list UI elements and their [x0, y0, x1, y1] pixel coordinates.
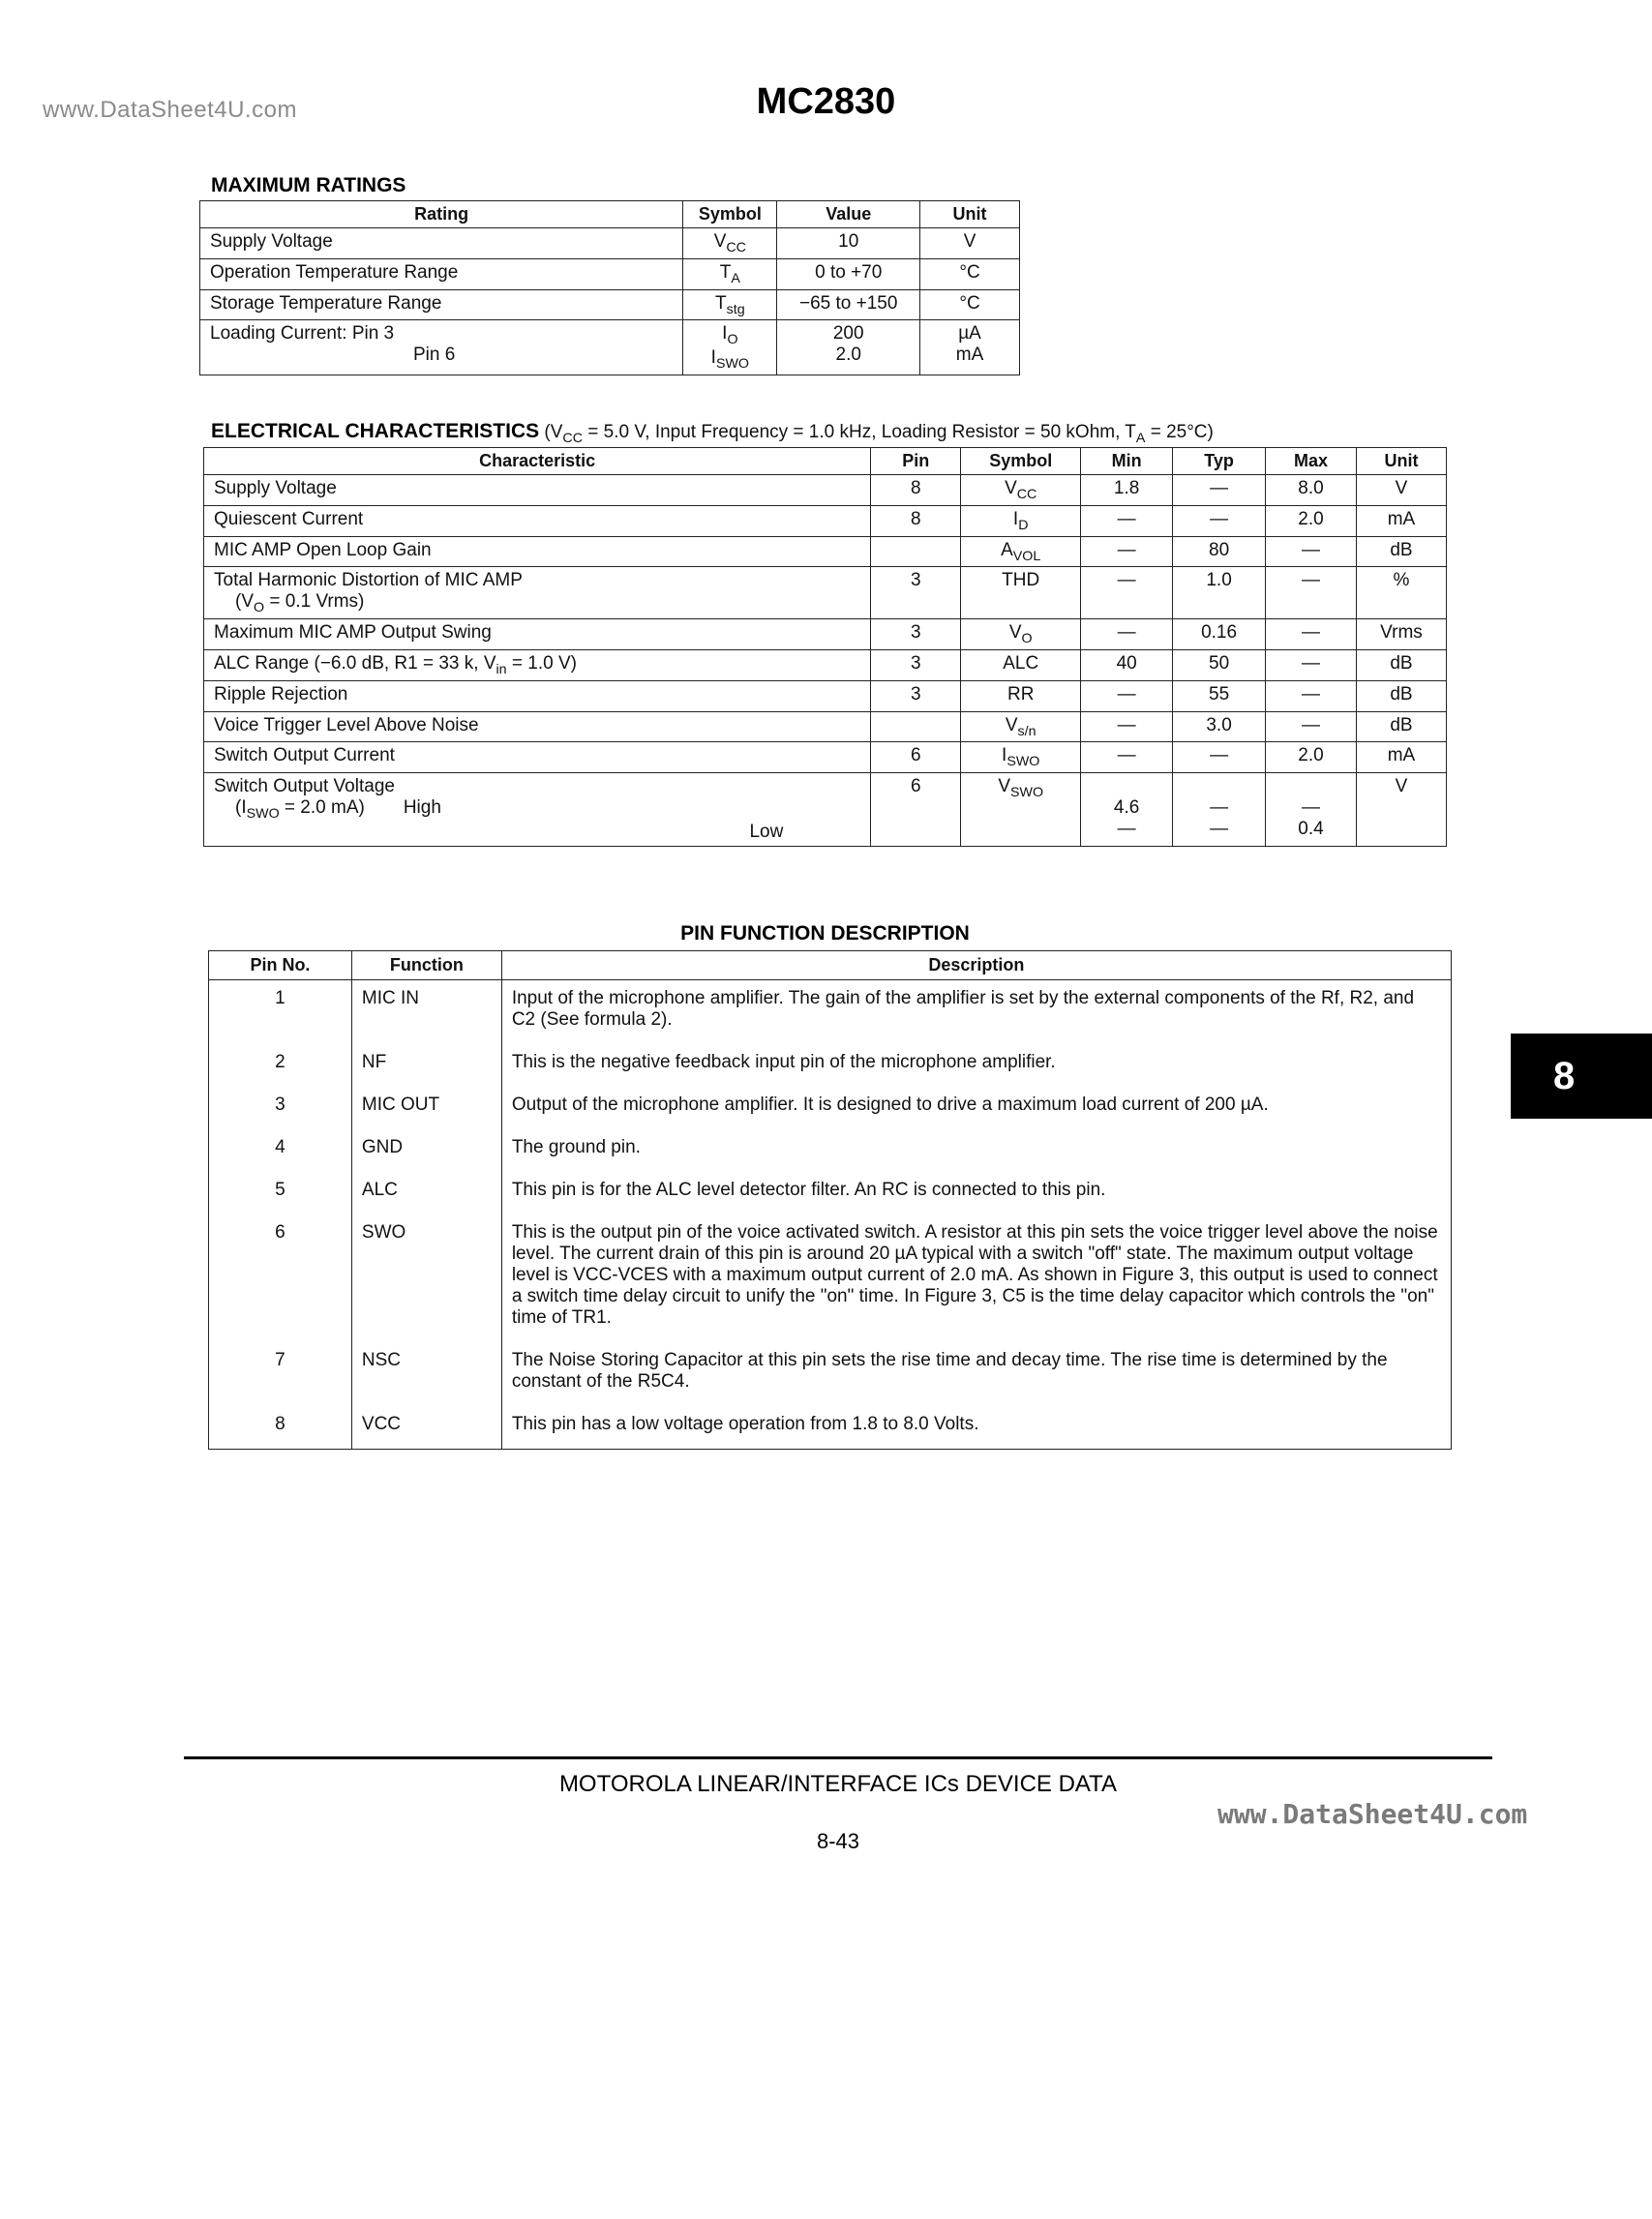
unit-cell: V — [1356, 773, 1446, 847]
table-row — [209, 1214, 1452, 1342]
unit-cell: V — [920, 228, 1020, 259]
max-cell: — — [1266, 536, 1357, 567]
table-row — [204, 773, 1447, 847]
min-cell: — — [1081, 742, 1173, 773]
min-cell: — — [1081, 680, 1173, 711]
column-header: Typ — [1173, 448, 1266, 475]
unit-cell: °C — [920, 289, 1020, 320]
value-cell: 200 2.0 — [777, 320, 920, 375]
function-cell: SWO — [351, 1214, 501, 1342]
table-header-row — [204, 448, 1447, 475]
unit-cell: dB — [1356, 680, 1446, 711]
pin-number-cell: 8 — [209, 1406, 352, 1450]
description-cell: This is the negative feedback input pin of the microphone amplifier. — [501, 1044, 1451, 1087]
symbol-cell: $V_{SWO}$ — [961, 773, 1081, 847]
unit-cell: °C — [920, 258, 1020, 289]
min-cell: — — [1081, 711, 1173, 742]
unit-cell: V — [1356, 475, 1446, 506]
pin-func-title: PIN FUNCTION DESCRIPTION — [680, 922, 970, 945]
min-cell: — — [1081, 536, 1173, 567]
unit-cell: % — [1356, 567, 1446, 619]
table-row — [200, 258, 1020, 289]
rating-cell: Storage Temperature Range — [200, 289, 683, 320]
pin-cell: 8 — [871, 505, 961, 536]
column-header: Symbol — [683, 201, 777, 228]
min-cell: 40 — [1081, 649, 1173, 680]
symbol-cell: $T_A$ — [683, 258, 777, 289]
max-cell: 8.0 — [1266, 475, 1357, 506]
page-title: MC2830 — [756, 81, 896, 122]
unit-cell: mA — [1356, 505, 1446, 536]
table-row — [204, 536, 1447, 567]
table-row — [209, 1044, 1452, 1087]
min-cell: — — [1081, 567, 1173, 619]
table-row — [209, 1342, 1452, 1406]
max-cell: — — [1266, 649, 1357, 680]
page-number: 8-43 — [816, 1829, 860, 1853]
pin-number-cell: 4 — [209, 1129, 352, 1172]
characteristic-cell: Supply Voltage — [204, 475, 871, 506]
pin-cell — [871, 536, 961, 567]
rating-cell: Supply Voltage — [200, 228, 683, 259]
pin-func-table — [208, 950, 1452, 1450]
unit-cell: µA mA — [920, 320, 1020, 375]
column-header: Unit — [1356, 448, 1446, 475]
elec-table — [203, 447, 1447, 847]
pin-cell: 6 — [871, 742, 961, 773]
pin-cell: 3 — [871, 649, 961, 680]
symbol-cell: $I_D$ — [961, 505, 1081, 536]
elec-title: ELECTRICAL CHARACTERISTICS ($V_{CC} = 5.0$ V, Input Frequency = 1.0 kHz, Loading Resistor = 50 kOhm, $T_A = 25^\circ C$) — [211, 420, 1214, 446]
unit-cell: mA — [1356, 742, 1446, 773]
description-cell: This is the output pin of the voice activated switch. A resistor at this pin sets the voice trigger level above the noise level. The current drain of this pin is around 20 µA typical with a switch "off" state. The maximum output voltage level is VCC-VCES with a maximum output current of 2.0 mA. As shown in Figure 3, this output is used to connect a switch time delay circuit to unify the "on" time. In Figure 3, C5 is the time delay capacitor which controls the "on" time of TR1. — [501, 1214, 1451, 1342]
table-row — [204, 475, 1447, 506]
characteristic-cell: Maximum MIC AMP Output Swing — [204, 619, 871, 650]
typ-cell: 1.0 — [1173, 567, 1266, 619]
pin-cell: 3 — [871, 567, 961, 619]
pin-number-cell: 7 — [209, 1342, 352, 1406]
pin-cell: 3 — [871, 680, 961, 711]
table-header-row — [200, 201, 1020, 228]
column-header: Function — [351, 951, 501, 980]
min-cell: 1.8 — [1081, 475, 1173, 506]
pin-cell: 8 — [871, 475, 961, 506]
max-cell: — — [1266, 680, 1357, 711]
unit-cell: dB — [1356, 649, 1446, 680]
symbol-cell: $I_{SWO}$ — [961, 742, 1081, 773]
typ-cell: 0.16 — [1173, 619, 1266, 650]
footer-text: MOTOROLA LINEAR/INTERFACE ICs DEVICE DATA — [558, 1771, 1118, 1797]
characteristic-cell: Switch Output Current — [204, 742, 871, 773]
characteristic-cell: ALC Range (−6.0 dB, R1 = 33 k, $V_{in} = 1.0$ V) — [204, 649, 871, 680]
function-cell: NSC — [351, 1342, 501, 1406]
section-tab: 8 — [1511, 1034, 1652, 1119]
max-cell: 2.0 — [1266, 742, 1357, 773]
column-header: Pin — [871, 448, 961, 475]
description-cell: This pin has a low voltage operation from 1.8 to 8.0 Volts. — [501, 1406, 1451, 1450]
value-cell: 0 to +70 — [777, 258, 920, 289]
unit-cell: dB — [1356, 711, 1446, 742]
column-header: Description — [501, 951, 1451, 980]
description-cell: The Noise Storing Capacitor at this pin sets the rise time and decay time. The rise time is determined by the constant of the R5C4. — [501, 1342, 1451, 1406]
typ-cell: — — [1173, 505, 1266, 536]
description-cell: Input of the microphone amplifier. The gain of the amplifier is set by the external components of the Rf, R2, and C2 (See formula 2). — [501, 980, 1451, 1045]
symbol-cell: $V_{CC}$ — [683, 228, 777, 259]
characteristic-cell: Voice Trigger Level Above Noise — [204, 711, 871, 742]
footer-rule — [184, 1756, 1492, 1759]
pin-number-cell: 5 — [209, 1172, 352, 1214]
function-cell: GND — [351, 1129, 501, 1172]
pin-cell: 3 — [871, 619, 961, 650]
pin-number-cell: 3 — [209, 1087, 352, 1129]
table-row — [204, 680, 1447, 711]
characteristic-cell: Switch Output Voltage ($I_{SWO} = 2.0$ mA) High Low — [204, 773, 871, 847]
column-header: Value — [777, 201, 920, 228]
typ-cell: — — [1173, 475, 1266, 506]
table-row — [209, 1406, 1452, 1450]
table-row — [204, 649, 1447, 680]
column-header: Max — [1266, 448, 1357, 475]
function-cell: ALC — [351, 1172, 501, 1214]
min-cell: — — [1081, 505, 1173, 536]
table-row — [204, 619, 1447, 650]
symbol-cell: $I_O$ $I_{SWO}$ — [683, 320, 777, 375]
table-row — [204, 742, 1447, 773]
description-cell: This pin is for the ALC level detector filter. An RC is connected to this pin. — [501, 1172, 1451, 1214]
max-cell: — 0.4 — [1266, 773, 1357, 847]
table-row — [204, 711, 1447, 742]
table-row — [209, 980, 1452, 1045]
column-header: Unit — [920, 201, 1020, 228]
table-row — [209, 1172, 1452, 1214]
column-header: Rating — [200, 201, 683, 228]
pin-number-cell: 1 — [209, 980, 352, 1045]
typ-cell: — — — [1173, 773, 1266, 847]
watermark-bottom: www.DataSheet4U.com — [1217, 1798, 1528, 1830]
max-cell: — — [1266, 619, 1357, 650]
max-ratings-table — [199, 200, 1020, 375]
function-cell: MIC IN — [351, 980, 501, 1045]
typ-cell: — — [1173, 742, 1266, 773]
function-cell: MIC OUT — [351, 1087, 501, 1129]
symbol-cell: $V_{s/n}$ — [961, 711, 1081, 742]
max-ratings-title: MAXIMUM RATINGS — [211, 174, 406, 196]
max-cell: — — [1266, 567, 1357, 619]
rating-cell: Operation Temperature Range — [200, 258, 683, 289]
table-row — [209, 1087, 1452, 1129]
typ-cell: 80 — [1173, 536, 1266, 567]
table-header-row — [209, 951, 1452, 980]
symbol-cell: $V_{CC}$ — [961, 475, 1081, 506]
symbol-cell: RR — [961, 680, 1081, 711]
table-row — [204, 567, 1447, 619]
pin-number-cell: 6 — [209, 1214, 352, 1342]
symbol-cell: THD — [961, 567, 1081, 619]
symbol-cell: $V_O$ — [961, 619, 1081, 650]
watermark-top: www.DataSheet4U.com — [43, 97, 297, 123]
min-cell: 4.6 — — [1081, 773, 1173, 847]
pin-number-cell: 2 — [209, 1044, 352, 1087]
symbol-cell: $T_{stg}$ — [683, 289, 777, 320]
characteristic-cell: MIC AMP Open Loop Gain — [204, 536, 871, 567]
max-cell: 2.0 — [1266, 505, 1357, 536]
symbol-cell: ALC — [961, 649, 1081, 680]
max-cell: — — [1266, 711, 1357, 742]
value-cell: 10 — [777, 228, 920, 259]
table-row — [200, 289, 1020, 320]
column-header: Pin No. — [209, 951, 352, 980]
table-row — [204, 505, 1447, 536]
table-row — [200, 228, 1020, 259]
typ-cell: 55 — [1173, 680, 1266, 711]
typ-cell: 3.0 — [1173, 711, 1266, 742]
description-cell: Output of the microphone amplifier. It is designed to drive a maximum load current of 200 µA. — [501, 1087, 1451, 1129]
table-row — [209, 1129, 1452, 1172]
unit-cell: dB — [1356, 536, 1446, 567]
characteristic-cell: Ripple Rejection — [204, 680, 871, 711]
min-cell: — — [1081, 619, 1173, 650]
table-row — [200, 320, 1020, 375]
typ-cell: 50 — [1173, 649, 1266, 680]
description-cell: The ground pin. — [501, 1129, 1451, 1172]
characteristic-cell: Quiescent Current — [204, 505, 871, 536]
function-cell: VCC — [351, 1406, 501, 1450]
value-cell: −65 to +150 — [777, 289, 920, 320]
pin-cell — [871, 711, 961, 742]
column-header: Min — [1081, 448, 1173, 475]
function-cell: NF — [351, 1044, 501, 1087]
pin-cell: 6 — [871, 773, 961, 847]
column-header: Characteristic — [204, 448, 871, 475]
unit-cell: Vrms — [1356, 619, 1446, 650]
characteristic-cell: Total Harmonic Distortion of MIC AMP ($V_O = 0.1$ Vrms) — [204, 567, 871, 619]
rating-cell: Loading Current: Pin 3 Pin 6 — [200, 320, 683, 375]
symbol-cell: $A_{VOL}$ — [961, 536, 1081, 567]
column-header: Symbol — [961, 448, 1081, 475]
